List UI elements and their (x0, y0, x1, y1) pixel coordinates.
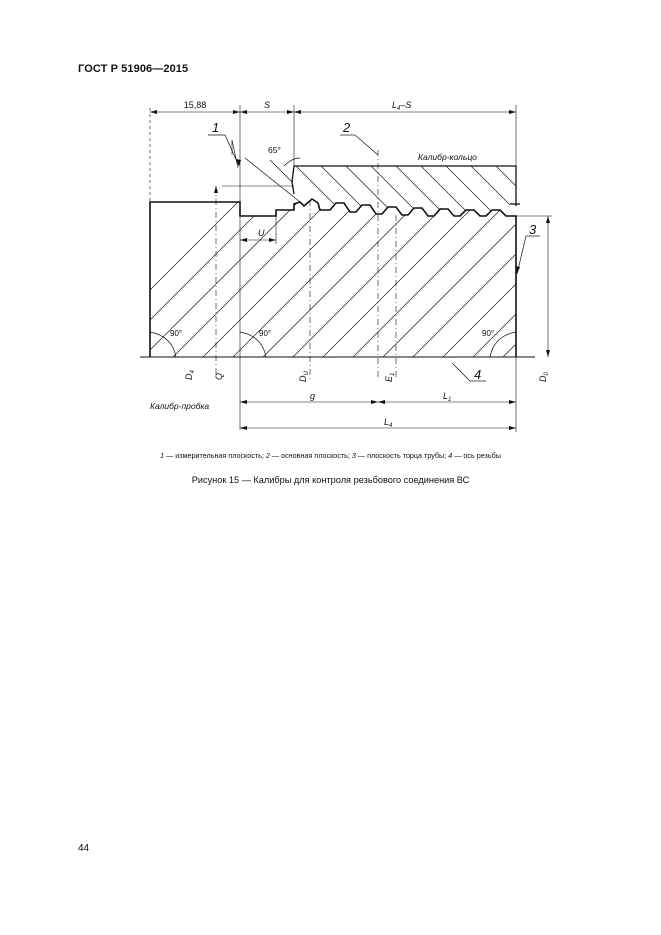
page-number: 44 (78, 843, 90, 854)
plug-outline (150, 199, 516, 357)
label-l4: $L_4$ (384, 417, 393, 429)
callout-1: 1 (212, 120, 220, 135)
figure-legend: 1 — измерительная плоскость; 2 — основная плоскость; 3 — плоскость торца трубы; 4 — ось резьбы (160, 451, 501, 460)
label-d0: $D_0$ (538, 372, 550, 382)
callout-2: 2 (343, 120, 351, 135)
label-d4: $D_4$ (184, 370, 196, 380)
angle-90-mid: 90° (259, 329, 272, 338)
ring-hatching (280, 150, 585, 230)
ring-outline (292, 166, 516, 206)
label-g: g (310, 391, 316, 401)
angle-90-right: 90° (482, 329, 495, 338)
angle-arcs (150, 332, 516, 357)
label-du: $D_U$ (298, 371, 310, 382)
callout-4: 4 (474, 367, 482, 382)
label-u: U (258, 228, 265, 238)
label-q: Q (214, 372, 224, 380)
angle-65: 65° (268, 145, 281, 155)
angle-90-left: 90° (170, 329, 183, 338)
figure-caption: Рисунок 15 — Калибры для контроля резьбового соединения ВС (191, 475, 470, 485)
top-dimensions (150, 105, 552, 432)
document-header: ГОСТ Р 51906—2015 (78, 63, 189, 75)
gauge-drawing (0, 0, 661, 440)
label-l1: $L_1$ (443, 391, 452, 403)
label-l4-minus-s: $L_4-S$ (392, 100, 412, 112)
callout-leaders (208, 135, 540, 381)
label-15-88: 15,88 (183, 100, 207, 110)
plug-gauge-label: Калибр-пробка (150, 401, 210, 411)
label-s: S (263, 100, 271, 110)
callout-3: 3 (529, 222, 537, 237)
ring-gauge-label: Калибр-кольцо (418, 152, 477, 162)
label-e1: $E_1$ (384, 372, 396, 382)
